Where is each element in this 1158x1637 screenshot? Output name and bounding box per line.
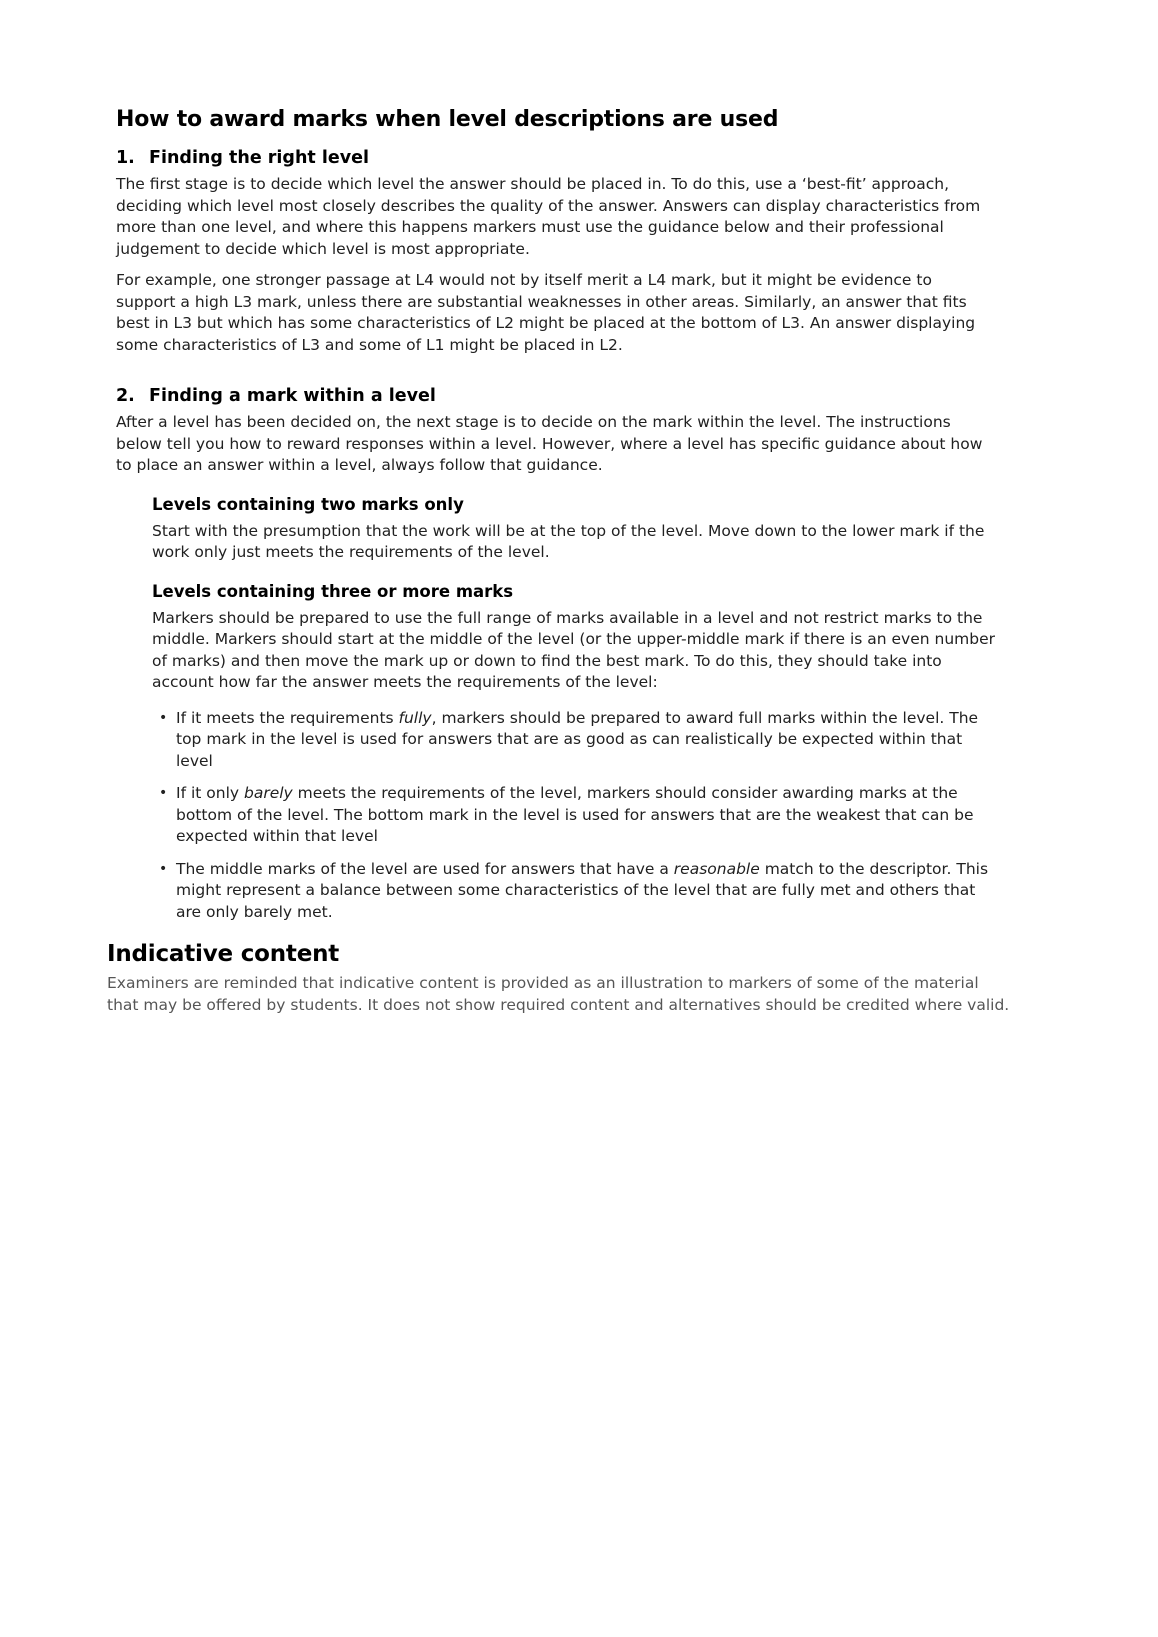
bullet-2-italic-word: barely [243,784,293,802]
subsection-two-marks-only [152,494,998,564]
list-item [152,783,998,848]
list-item [152,708,998,773]
subsection-three-marks-heading: Levels containing three or more marks [152,581,514,601]
section-2-intro-paragraph: After a level has been decided on, the next stage is to decide on the mark within the level. The instructions below tell you how to reward responses within a level. However, where a level has specific guidance about how to place an answer within a level, always follow that guidance. [116,413,983,474]
bullet-3-pre: The middle marks of the level are used for answers that have a [176,859,674,878]
bullet-2-text [176,783,998,848]
bullet-icon: • [159,785,168,801]
subsection-three-or-more-marks [152,581,998,694]
bullet-3-text [176,859,998,924]
subsection-two-marks-heading: Levels containing two marks only [152,494,464,514]
bullet-1-post: , markers should be prepared to award full marks within the level. The top mark in the level is used for answers that are as good as can realistically be expected within that level [176,708,979,770]
bullet-1-text [176,708,998,773]
subsection-three-marks-body: Markers should be prepared to use the full range of marks available in a level and not restrict marks to the middle. Markers should start at the middle of the level (or the upper-middle mark if there is an even number of marks) and then move the mark up or down to find the best mark. To do this, they should take into account how far the answer meets the requirements of the level: [152,608,996,691]
section-2-heading-label: Finding a mark within a level [149,386,436,406]
subsection-two-marks-body: Start with the presumption that the work will be at the top of the level. Move down to the lower mark if the work only just meets the requirements of the level. [152,521,985,561]
section-2-number: 2. [116,386,135,406]
section-1-heading [116,147,1106,170]
bullet-icon: • [159,709,168,726]
marking-guidance-bullet-list [152,708,998,924]
list-item [152,859,998,924]
section-2-heading [116,385,1106,408]
bullet-3-italic-word: reasonable [673,859,760,878]
bullet-1-italic-word: fully [398,708,432,727]
bullet-icon: • [159,860,168,877]
section-1-number: 1. [116,148,135,168]
page-title: How to award marks when level descriptions are used [116,107,779,132]
indicative-content-heading: Indicative content [107,941,340,967]
section-finding-mark-within-level [116,385,1106,923]
indicative-content-body: Examiners are reminded that indicative content is provided as an illustration to markers of some of the material that may be offered by students. It does not show required content and alternatives should be credited where valid. [107,974,1010,1014]
section-indicative-content [107,939,1106,1016]
bullet-2-post: meets the requirements of the level, markers should consider awarding marks at the bottom of the level. The bottom mark in the level is used for answers that are the weakest that can be expected within that level [176,784,974,845]
bullet-1-pre: If it meets the requirements [176,708,399,727]
section-finding-right-level [116,147,1106,356]
section-1-paragraph-2: For example, one stronger passage at L4 would not by itself merit a L4 mark, but it might be evidence to support a high L3 mark, unless there are substantial weaknesses in other areas. Similarly, an answer that fits best in L3 but which has some characteristics of L2 might be placed at the bottom of L3. An answer displaying some characteristics of L3 and some of L1 might be placed in L2. [116,271,976,354]
bullet-2-pre: If it only [176,784,244,802]
bullet-3-post: match to the descriptor. This might represent a balance between some characteristics of the level that are fully met and others that are only barely met. [176,859,989,921]
section-1-paragraph-1: The first stage is to decide which level the answer should be placed in. To do this, use a ‘best-fit’ approach, deciding which level most closely describes the quality of the answer. Answers can display characteristics from more than one level, and where this happens markers must use the guidance below and their professional judgement to decide which level is most appropriate. [116,175,981,258]
section-1-heading-label: Finding the right level [149,148,370,168]
